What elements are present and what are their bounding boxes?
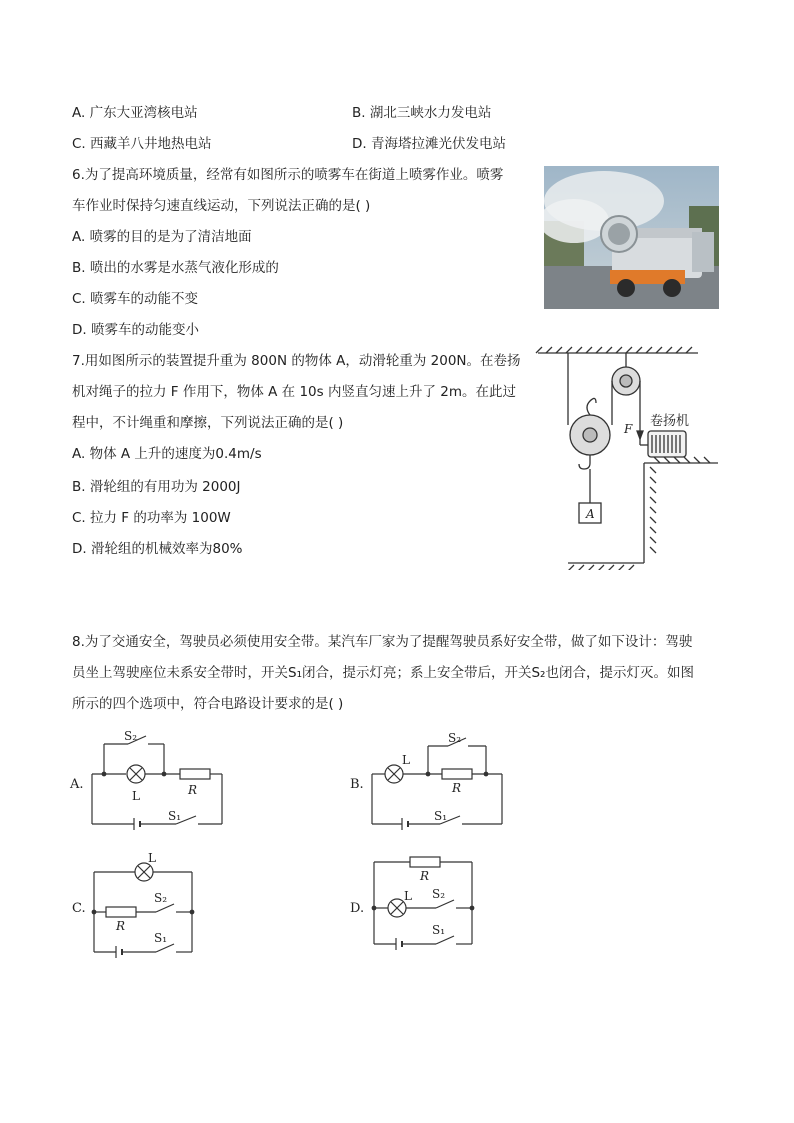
q5-option-d: D. 青海塔拉滩光伏发电站 — [352, 136, 506, 152]
circuit-b — [346, 726, 516, 832]
q8-stem-line2: 员坐上驾驶座位未系安全带时，开关S₁闭合，提示灯亮；系上安全带后，开关S₂也闭合，提示灯灭。如图 — [72, 665, 694, 681]
q6-option-a: A. 喷雾的目的是为了清洁地面 — [72, 229, 252, 245]
circuit-d-label: D. — [350, 901, 365, 916]
q7-stem-line1: 7.用如图所示的装置提升重为 800N 的物体 A，动滑轮重为 200N。在卷扬 — [72, 353, 521, 369]
circuit-d-r: R — [420, 869, 430, 883]
force-label: F — [624, 422, 633, 436]
q7-option-b: B. 滑轮组的有用功为 2000J — [72, 479, 241, 495]
q6-option-b: B. 喷出的水雾是水蒸气液化形成的 — [72, 260, 279, 276]
object-a-label: A — [586, 507, 595, 521]
circuit-d — [346, 848, 506, 962]
q7-option-c: C. 拉力 F 的功率为 100W — [72, 510, 231, 526]
circuit-a-s1: S₁ — [168, 809, 182, 823]
spray-truck-photo — [544, 166, 719, 309]
q5-option-b: B. 湖北三峡水力发电站 — [352, 105, 492, 121]
circuit-c-r: R — [116, 919, 126, 933]
circuit-d-s1: S₁ — [432, 923, 446, 937]
q6-option-d: D. 喷雾车的动能变小 — [72, 322, 199, 338]
circuit-a — [68, 726, 238, 832]
q7-stem-line3: 程中，不计绳重和摩擦，下列说法正确的是( ) — [72, 415, 344, 431]
pulley-diagram — [528, 345, 728, 570]
circuit-b-s2: S₂ — [448, 731, 462, 745]
q7-option-d: D. 滑轮组的机械效率为80% — [72, 541, 243, 557]
q6-option-c: C. 喷雾车的动能不变 — [72, 291, 199, 307]
winch-label: 卷扬机 — [650, 414, 690, 429]
circuit-b-s1: S₁ — [434, 809, 448, 823]
q7-option-a: A. 物体 A 上升的速度为0.4m/s — [72, 446, 262, 462]
circuit-d-l: L — [404, 889, 412, 903]
q8-stem-line3: 所示的四个选项中，符合电路设计要求的是( ) — [72, 696, 344, 712]
q5-option-a: A. 广东大亚湾核电站 — [72, 105, 198, 121]
q6-stem-line1: 6.为了提高环境质量，经常有如图所示的喷雾车在街道上喷雾作业。喷雾 — [72, 167, 504, 183]
circuit-a-r: R — [188, 783, 198, 797]
circuit-c-label: C. — [72, 901, 86, 916]
circuit-c-s2: S₂ — [154, 891, 168, 905]
circuit-c — [68, 848, 228, 962]
circuit-a-l: L — [132, 789, 140, 803]
q5-option-c: C. 西藏羊八井地热电站 — [72, 136, 212, 152]
q8-stem-line1: 8.为了交通安全，驾驶员必须使用安全带。某汽车厂家为了提醒驾驶员系好安全带，做了如下设计：驾驶 — [72, 634, 693, 650]
circuit-b-label: B. — [350, 777, 364, 792]
circuit-a-label: A. — [70, 777, 84, 792]
circuit-c-s1: S₁ — [154, 931, 168, 945]
circuit-b-l: L — [402, 753, 410, 767]
circuit-a-s2: S₂ — [124, 729, 138, 743]
circuit-d-s2: S₂ — [432, 887, 446, 901]
q6-stem-line2: 车作业时保持匀速直线运动，下列说法正确的是( ) — [72, 198, 371, 214]
q7-stem-line2: 机对绳子的拉力 F 作用下，物体 A 在 10s 内竖直匀速上升了 2m。在此过 — [72, 384, 516, 400]
circuit-c-l: L — [148, 851, 156, 865]
circuit-b-r: R — [452, 781, 462, 795]
